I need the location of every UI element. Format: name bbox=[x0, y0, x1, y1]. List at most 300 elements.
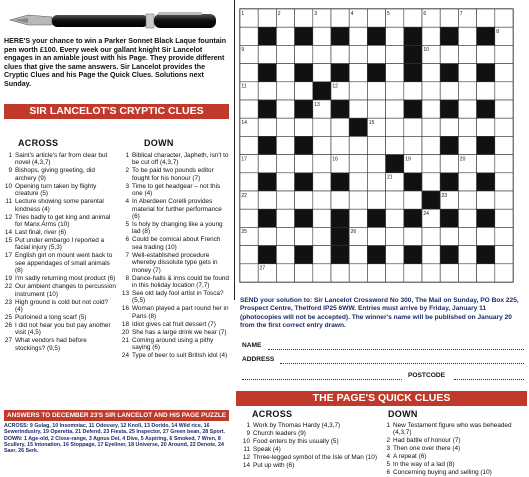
grid-cell[interactable] bbox=[440, 264, 458, 282]
grid-cell[interactable] bbox=[458, 209, 476, 227]
entry-instructions: SEND your solution to: Sir Lancelot Crossword No 300, The Mail on Sunday, PO Box 225, Prospect Centre, Thetford IP25 6WW. Entries must arrive by Friday, January 11 (photocopies will not be accepted). The winner's name will be published on January 20 from the first correct entry drawn. bbox=[240, 297, 519, 329]
grid-cell[interactable] bbox=[386, 82, 404, 100]
grid-cell[interactable] bbox=[404, 136, 422, 154]
clue-text: Woman played a part round her in Paris (8) bbox=[132, 305, 229, 320]
clue-text: Purloined a long scarf (5) bbox=[15, 314, 87, 322]
clue-text: See old lady fool artist in Tosca? (5,5) bbox=[132, 290, 224, 305]
cryptic-clues-title: SIR LANCELOT'S CRYPTIC CLUES bbox=[4, 104, 229, 119]
grid-cell[interactable] bbox=[240, 136, 258, 154]
grid-cell[interactable] bbox=[276, 82, 294, 100]
grid-cell[interactable] bbox=[458, 82, 476, 100]
clue-number: 16 bbox=[121, 305, 129, 313]
grid-cell[interactable] bbox=[349, 173, 367, 191]
grid-block bbox=[258, 173, 276, 191]
grid-block bbox=[258, 100, 276, 118]
grid-block bbox=[404, 27, 422, 45]
grid-cell[interactable] bbox=[258, 9, 276, 27]
grid-cell[interactable] bbox=[495, 246, 513, 264]
grid-block bbox=[295, 173, 313, 191]
grid-cell[interactable] bbox=[422, 118, 440, 136]
grid-cell[interactable] bbox=[458, 246, 476, 264]
grid-block bbox=[313, 82, 331, 100]
grid-cell[interactable] bbox=[313, 246, 331, 264]
grid-cell[interactable] bbox=[258, 191, 276, 209]
clue-text: Opening turn taken by flighty creature (5) bbox=[15, 182, 97, 198]
grid-cell[interactable] bbox=[276, 45, 294, 63]
grid-cell[interactable] bbox=[440, 9, 458, 27]
clue-item bbox=[121, 152, 231, 167]
clue-text: Biblical character, Japheth, isn't to be cut off (4,3,7) bbox=[132, 152, 229, 167]
grid-cell[interactable] bbox=[495, 209, 513, 227]
grid-cell[interactable] bbox=[386, 191, 404, 209]
grid-cell[interactable] bbox=[258, 118, 276, 136]
clue-number: 22 bbox=[4, 283, 12, 291]
clue-number: 26 bbox=[4, 322, 12, 330]
grid-cell[interactable] bbox=[386, 264, 404, 282]
grid-cell[interactable] bbox=[495, 227, 513, 245]
clue-item bbox=[4, 252, 116, 274]
grid-cell[interactable] bbox=[349, 264, 367, 282]
grid-cell[interactable] bbox=[458, 227, 476, 245]
clue-number: 2 bbox=[125, 167, 129, 175]
clue-number: 17 bbox=[4, 252, 12, 260]
grid-number: 9 bbox=[241, 47, 245, 54]
grid-cell[interactable] bbox=[477, 227, 495, 245]
grid-number: 17 bbox=[241, 156, 247, 163]
clue-item bbox=[242, 454, 380, 461]
clue-item bbox=[121, 198, 231, 220]
grid-cell[interactable] bbox=[386, 45, 404, 63]
clue-text: Lecture showing some parental kindness (4) bbox=[15, 198, 104, 213]
grid-cell[interactable] bbox=[458, 27, 476, 45]
grid-cell[interactable] bbox=[313, 27, 331, 45]
quick-down-items bbox=[382, 422, 526, 477]
grid-cell[interactable] bbox=[295, 191, 313, 209]
clue-number: 19 bbox=[4, 275, 12, 283]
grid-cell[interactable] bbox=[386, 209, 404, 227]
grid-block bbox=[440, 100, 458, 118]
clue-item bbox=[4, 314, 116, 321]
grid-cell[interactable] bbox=[349, 64, 367, 82]
grid-cell[interactable] bbox=[349, 209, 367, 227]
grid-number: 11 bbox=[241, 83, 247, 90]
clue-number: 21 bbox=[121, 336, 129, 344]
grid-cell[interactable] bbox=[477, 155, 495, 173]
grid-cell[interactable] bbox=[367, 155, 385, 173]
grid-number: 20 bbox=[459, 156, 466, 163]
clue-text: To be paid two pounds editor fought for his honour (7) bbox=[132, 167, 214, 182]
grid-block bbox=[404, 64, 422, 82]
grid-cell[interactable] bbox=[495, 191, 513, 209]
clue-item bbox=[121, 167, 231, 182]
clue-item bbox=[121, 183, 231, 198]
grid-cell[interactable] bbox=[477, 45, 495, 63]
grid-cell[interactable] bbox=[276, 173, 294, 191]
clue-number: 6 bbox=[386, 469, 390, 477]
clue-text: Is holy by changing like a young lad (8) bbox=[132, 221, 223, 236]
grid-cell[interactable] bbox=[458, 191, 476, 209]
clue-text: Church leaders (9) bbox=[253, 430, 306, 437]
clue-number: 1 bbox=[125, 152, 129, 159]
grid-cell[interactable] bbox=[386, 118, 404, 136]
grid-block bbox=[295, 100, 313, 118]
postcode-field[interactable] bbox=[242, 372, 524, 382]
clue-text: Three-legged symbol of the Isle of Man (10) bbox=[253, 454, 377, 461]
grid-cell[interactable] bbox=[313, 118, 331, 136]
clue-item bbox=[242, 430, 380, 437]
grid-cell[interactable] bbox=[458, 64, 476, 82]
previous-answers-title: ANSWERS TO DECEMBER 23'S SIR LANCELOT AND HIS PAGE PUZZLE bbox=[4, 410, 229, 421]
grid-cell[interactable] bbox=[276, 100, 294, 118]
clue-text: Last final, river (6) bbox=[15, 229, 67, 237]
grid-cell[interactable] bbox=[440, 227, 458, 245]
grid-cell[interactable] bbox=[276, 136, 294, 154]
clue-item bbox=[242, 446, 380, 453]
clue-item bbox=[121, 305, 231, 320]
clue-item bbox=[382, 461, 526, 468]
grid-cell[interactable] bbox=[477, 118, 495, 136]
grid-block bbox=[295, 209, 313, 227]
grid-cell[interactable] bbox=[331, 45, 349, 63]
clue-item bbox=[121, 252, 231, 274]
grid-cell[interactable] bbox=[349, 136, 367, 154]
quick-clues-title: THE PAGE'S QUICK CLUES bbox=[236, 391, 527, 406]
cryptic-down-heading: DOWN bbox=[144, 138, 174, 148]
grid-cell[interactable] bbox=[276, 27, 294, 45]
left-column bbox=[0, 0, 233, 477]
grid-cell[interactable] bbox=[495, 118, 513, 136]
grid-block bbox=[477, 64, 495, 82]
grid-block bbox=[331, 246, 349, 264]
grid-cell[interactable] bbox=[440, 45, 458, 63]
clue-text: Had battle of honour (7) bbox=[393, 437, 461, 445]
grid-block bbox=[258, 136, 276, 154]
grid-cell[interactable] bbox=[258, 227, 276, 245]
grid-cell[interactable] bbox=[313, 191, 331, 209]
clue-text: What vendors had before stockings? (9,5) bbox=[15, 337, 87, 352]
clue-item bbox=[4, 167, 116, 182]
clue-item bbox=[382, 437, 526, 444]
clue-item bbox=[121, 337, 231, 352]
grid-cell[interactable] bbox=[258, 45, 276, 63]
grid-cell[interactable] bbox=[495, 64, 513, 82]
clue-text: Tries badly to get king and animal for Manx Arms (10) bbox=[15, 213, 111, 229]
clue-item bbox=[121, 275, 231, 290]
grid-block bbox=[422, 191, 440, 209]
grid-cell[interactable] bbox=[240, 173, 258, 191]
clue-number: 3 bbox=[125, 182, 129, 190]
grid-cell[interactable] bbox=[367, 100, 385, 118]
grid-block bbox=[440, 136, 458, 154]
grid-cell[interactable] bbox=[458, 45, 476, 63]
grid-number: 10 bbox=[423, 47, 429, 54]
clue-item bbox=[4, 322, 116, 337]
grid-cell[interactable] bbox=[240, 246, 258, 264]
clue-text: Could be comical about French sea trading (10) bbox=[132, 236, 221, 251]
clue-number: 9 bbox=[8, 167, 12, 175]
grid-cell[interactable] bbox=[440, 155, 458, 173]
grid-cell[interactable] bbox=[349, 155, 367, 173]
grid-number: 26 bbox=[350, 229, 357, 236]
grid-cell[interactable] bbox=[313, 209, 331, 227]
grid-cell[interactable] bbox=[349, 191, 367, 209]
grid-cell[interactable] bbox=[276, 246, 294, 264]
grid-cell[interactable] bbox=[313, 64, 331, 82]
clue-number: 10 bbox=[4, 182, 12, 190]
grid-cell[interactable] bbox=[295, 155, 313, 173]
grid-cell[interactable] bbox=[313, 45, 331, 63]
grid-block bbox=[477, 136, 495, 154]
clue-item bbox=[4, 337, 116, 352]
grid-cell[interactable] bbox=[295, 9, 313, 27]
grid-cell[interactable] bbox=[258, 155, 276, 173]
fountain-pen-image bbox=[8, 6, 222, 34]
grid-block bbox=[295, 136, 313, 154]
clue-item bbox=[382, 469, 526, 476]
grid-cell[interactable] bbox=[458, 264, 476, 282]
grid-number: 16 bbox=[332, 156, 338, 163]
grid-cell[interactable] bbox=[331, 264, 349, 282]
grid-block bbox=[295, 27, 313, 45]
grid-cell[interactable] bbox=[313, 155, 331, 173]
grid-cell[interactable] bbox=[422, 136, 440, 154]
grid-cell[interactable] bbox=[367, 264, 385, 282]
grid-cell[interactable] bbox=[240, 27, 258, 45]
grid-cell[interactable] bbox=[422, 173, 440, 191]
grid-number: 8 bbox=[496, 29, 499, 35]
grid-number: 5 bbox=[387, 10, 390, 17]
grid-cell[interactable] bbox=[313, 136, 331, 154]
grid-cell[interactable] bbox=[440, 118, 458, 136]
grid-block bbox=[258, 27, 276, 45]
grid-cell[interactable] bbox=[240, 100, 258, 118]
clue-number: 14 bbox=[4, 229, 12, 237]
grid-cell[interactable] bbox=[313, 264, 331, 282]
grid-cell[interactable] bbox=[422, 246, 440, 264]
grid-cell[interactable] bbox=[276, 264, 294, 282]
grid-number: 13 bbox=[314, 101, 320, 108]
grid-cell[interactable] bbox=[295, 45, 313, 63]
grid-cell[interactable] bbox=[404, 227, 422, 245]
grid-cell[interactable] bbox=[295, 82, 313, 100]
grid-block bbox=[367, 246, 385, 264]
grid-cell[interactable] bbox=[240, 64, 258, 82]
grid-cell[interactable] bbox=[331, 191, 349, 209]
grid-block bbox=[367, 64, 385, 82]
grid-cell[interactable] bbox=[331, 136, 349, 154]
grid-cell[interactable] bbox=[386, 27, 404, 45]
grid-cell[interactable] bbox=[458, 100, 476, 118]
grid-cell[interactable] bbox=[331, 9, 349, 27]
grid-number: 3 bbox=[314, 10, 317, 17]
grid-cell[interactable] bbox=[349, 100, 367, 118]
grid-cell[interactable] bbox=[422, 82, 440, 100]
grid-cell[interactable] bbox=[458, 173, 476, 191]
grid-cell[interactable] bbox=[258, 82, 276, 100]
clue-item bbox=[242, 462, 380, 469]
clue-item bbox=[121, 236, 231, 251]
grid-number: 25 bbox=[241, 229, 247, 236]
clue-item bbox=[4, 229, 116, 236]
clue-text: Then one over there (4) bbox=[393, 445, 461, 453]
grid-cell[interactable] bbox=[458, 118, 476, 136]
grid-cell[interactable] bbox=[404, 82, 422, 100]
grid-block bbox=[404, 209, 422, 227]
clue-item bbox=[242, 422, 380, 429]
grid-cell[interactable] bbox=[331, 118, 349, 136]
clue-item bbox=[121, 290, 231, 305]
grid-cell[interactable] bbox=[404, 264, 422, 282]
grid-cell[interactable] bbox=[386, 136, 404, 154]
clue-item bbox=[382, 445, 526, 452]
grid-cell[interactable] bbox=[386, 64, 404, 82]
grid-block bbox=[331, 64, 349, 82]
grid-cell[interactable] bbox=[367, 45, 385, 63]
clue-item bbox=[4, 152, 116, 167]
quick-down-list bbox=[382, 409, 526, 477]
grid-block bbox=[477, 100, 495, 118]
grid-block bbox=[331, 209, 349, 227]
clue-number: 9 bbox=[246, 430, 250, 437]
grid-number: 12 bbox=[332, 83, 338, 90]
grid-cell[interactable] bbox=[349, 82, 367, 100]
grid-cell[interactable] bbox=[458, 136, 476, 154]
clue-text: I'm sadly returning most product (6) bbox=[15, 275, 116, 283]
grid-cell[interactable] bbox=[404, 191, 422, 209]
grid-cell[interactable] bbox=[477, 191, 495, 209]
name-field[interactable] bbox=[242, 342, 524, 352]
grid-cell[interactable] bbox=[440, 82, 458, 100]
clue-text: Well-established procedure whereby dissolute type gets in money (7) bbox=[132, 251, 218, 274]
address-field[interactable] bbox=[242, 356, 524, 366]
clue-number: 15 bbox=[4, 237, 12, 245]
grid-cell[interactable] bbox=[422, 64, 440, 82]
grid-cell[interactable] bbox=[404, 118, 422, 136]
clue-number: 1 bbox=[246, 422, 250, 429]
grid-block bbox=[295, 64, 313, 82]
address-label: ADDRESS bbox=[242, 356, 275, 363]
clue-item bbox=[121, 221, 231, 236]
clue-text: Coming around using a pithy saying (6) bbox=[132, 336, 214, 352]
clue-text: Put under embargo I reported a facial injury (5,3) bbox=[15, 237, 105, 252]
grid-cell[interactable] bbox=[276, 118, 294, 136]
clue-item bbox=[121, 329, 231, 336]
clue-number: 8 bbox=[125, 274, 129, 282]
grid-block bbox=[386, 155, 404, 173]
grid-cell[interactable] bbox=[404, 9, 422, 27]
grid-cell[interactable] bbox=[276, 227, 294, 245]
grid-cell[interactable] bbox=[495, 9, 513, 27]
grid-cell[interactable] bbox=[313, 227, 331, 245]
clue-text: Idiot gives cat fruit dessert (7) bbox=[132, 320, 216, 328]
clue-number: 23 bbox=[4, 298, 12, 306]
clue-number: 13 bbox=[121, 290, 129, 298]
grid-cell[interactable] bbox=[367, 82, 385, 100]
clue-text: New Testament figure who was beheaded (4,3,7) bbox=[393, 422, 512, 437]
grid-cell[interactable] bbox=[276, 64, 294, 82]
grid-block bbox=[331, 100, 349, 118]
grid-cell[interactable] bbox=[422, 100, 440, 118]
grid-cell[interactable] bbox=[422, 155, 440, 173]
grid-cell[interactable] bbox=[477, 9, 495, 27]
clue-number: 5 bbox=[386, 461, 390, 469]
grid-cell[interactable] bbox=[386, 100, 404, 118]
clue-item bbox=[4, 275, 116, 282]
clue-text: Time to get headgear – not this one (4) bbox=[132, 182, 221, 198]
grid-cell[interactable] bbox=[477, 264, 495, 282]
grid-cell[interactable] bbox=[495, 264, 513, 282]
clue-item bbox=[382, 453, 526, 460]
clue-number: 7 bbox=[125, 251, 129, 259]
clue-item bbox=[121, 321, 231, 328]
grid-cell[interactable] bbox=[495, 173, 513, 191]
grid-block bbox=[404, 173, 422, 191]
grid-cell[interactable] bbox=[367, 9, 385, 27]
grid-cell[interactable] bbox=[295, 227, 313, 245]
clue-text: English girl on mount went back to see appendages of small animals (8) bbox=[15, 252, 113, 275]
quick-across-heading: ACROSS bbox=[252, 409, 293, 419]
grid-cell[interactable] bbox=[276, 209, 294, 227]
clue-text: Bishops, giving greeting, did archery (9) bbox=[15, 167, 95, 182]
grid-cell[interactable] bbox=[495, 100, 513, 118]
clue-text: Concerning buying and selling (10) bbox=[393, 469, 492, 477]
grid-cell[interactable] bbox=[276, 191, 294, 209]
clue-number: 18 bbox=[121, 320, 129, 328]
clue-number: 4 bbox=[125, 198, 129, 206]
clue-text: High ground is cold but not cold? (4) bbox=[15, 298, 109, 314]
grid-cell[interactable] bbox=[386, 246, 404, 264]
grid-number: 27 bbox=[259, 265, 266, 272]
grid-cell[interactable] bbox=[349, 27, 367, 45]
grid-block bbox=[440, 246, 458, 264]
grid-cell[interactable] bbox=[367, 173, 385, 191]
grid-block bbox=[331, 27, 349, 45]
grid-cell[interactable] bbox=[422, 27, 440, 45]
grid-cell[interactable] bbox=[422, 264, 440, 282]
competition-intro: HERE'S your chance to win a Parker Sonnet Black Laque fountain pen worth £100. Every week our gallant knight Sir Lancelot engages in an amiable joust with his Page. They provide different clues that give the same answers. Sir Lancelot provides the Cryptic Clues and his Page the Quick Clues. Solutions next Sunday. bbox=[4, 37, 227, 88]
grid-cell[interactable] bbox=[240, 209, 258, 227]
grid-cell[interactable] bbox=[349, 246, 367, 264]
grid-cell[interactable] bbox=[367, 191, 385, 209]
grid-cell[interactable] bbox=[386, 227, 404, 245]
grid-cell[interactable] bbox=[276, 155, 294, 173]
grid-cell[interactable] bbox=[495, 82, 513, 100]
grid-cell[interactable] bbox=[367, 227, 385, 245]
crossword-grid-svg bbox=[235, 0, 529, 300]
grid-cell[interactable] bbox=[477, 82, 495, 100]
grid-cell[interactable] bbox=[367, 136, 385, 154]
grid-cell[interactable] bbox=[495, 136, 513, 154]
grid-cell[interactable] bbox=[349, 45, 367, 63]
clue-text: Food enters by this usually (5) bbox=[253, 438, 339, 445]
grid-block bbox=[404, 246, 422, 264]
grid-block bbox=[440, 27, 458, 45]
grid-cell[interactable] bbox=[240, 264, 258, 282]
grid-cell[interactable] bbox=[495, 45, 513, 63]
grid-block bbox=[349, 118, 367, 136]
grid-number: 15 bbox=[368, 120, 375, 126]
clue-number: 27 bbox=[4, 337, 12, 345]
grid-cell[interactable] bbox=[313, 173, 331, 191]
grid-cell[interactable] bbox=[495, 155, 513, 173]
clue-text: Dance-halls & inns could be found in this holiday location (7,7) bbox=[132, 274, 229, 290]
clue-text: A repeat (6) bbox=[393, 453, 427, 461]
grid-cell[interactable] bbox=[295, 264, 313, 282]
clue-item bbox=[4, 299, 116, 314]
grid-cell[interactable] bbox=[295, 118, 313, 136]
grid-cell[interactable] bbox=[422, 227, 440, 245]
grid-number: 6 bbox=[423, 10, 427, 17]
